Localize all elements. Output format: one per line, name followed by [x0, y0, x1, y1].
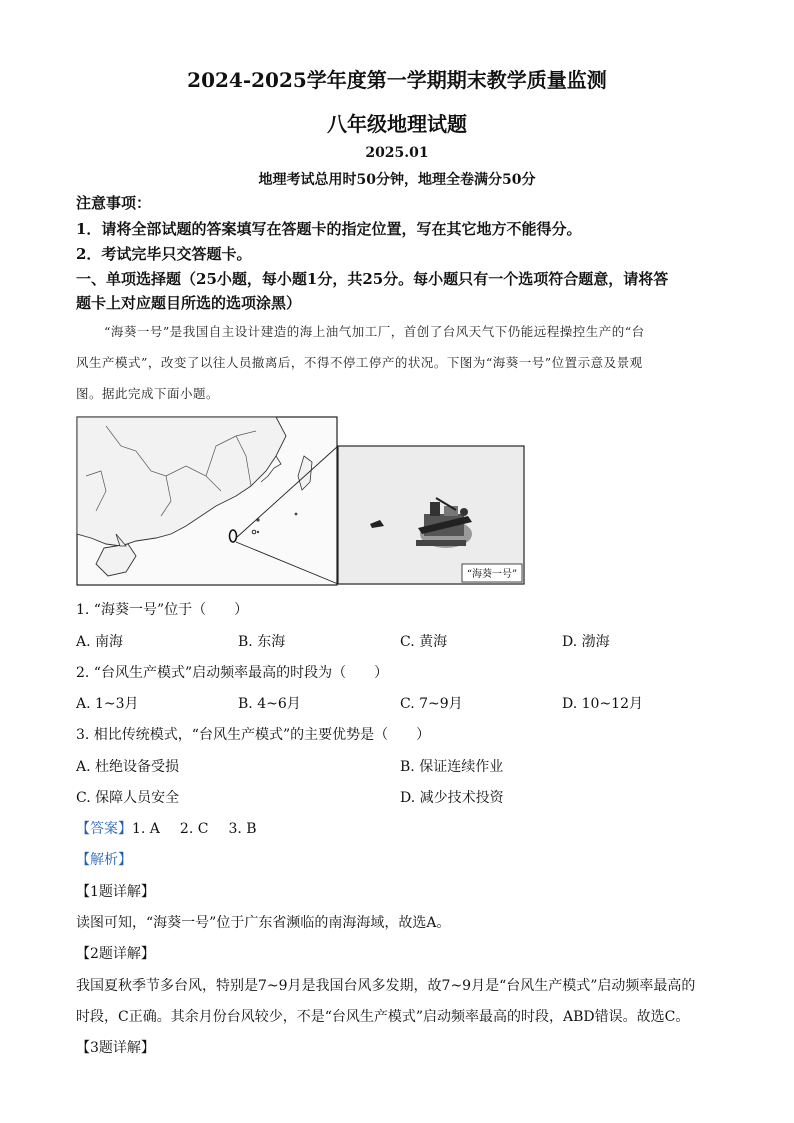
question-3-option-b: B. 保证连续作业 [400, 759, 504, 775]
page-title: 2024-2025学年度第一学期期末教学质量监测 [187, 68, 607, 92]
figure-caption: “海葵一号” [466, 569, 518, 580]
question-1-option-a: A. 南海 [76, 634, 124, 650]
section-title-line1: 一、单项选择题（25小题，每小题1分，共25分。每小题只有一个选项符合题意，请将答 [76, 270, 669, 288]
section-title-line2: 题卡上对应题目所选的选项涂黑） [76, 294, 302, 312]
answer-item-3: 3. B [228, 821, 257, 837]
notice-heading: 注意事项： [76, 194, 152, 212]
question-1-option-c: C. 黄海 [400, 634, 448, 650]
answer-item-1: 1. A [132, 821, 160, 837]
answer-item-2: 2. C [179, 821, 209, 837]
question-3-stem: 3. 相比传统模式，“台风生产模式”的主要优势是（ ） [76, 727, 431, 743]
question-2-option-b: B. 4~6月 [238, 696, 301, 712]
passage-line-3: 图。据此完成下面小题。 [76, 386, 220, 401]
q1-detail-text: 读图可知，“海葵一号”位于广东省濒临的南海海域，故选A。 [76, 915, 451, 931]
question-2-stem: 2. “台风生产模式”启动频率最高的时段为（ ） [76, 665, 389, 681]
passage-line-2: 风生产模式”，改变了以往人员撤离后，不得不停工停产的状况。下图为“海葵一号”位置示意及景观 [76, 355, 643, 370]
exam-date: 2025.01 [365, 145, 429, 161]
question-2-option-d: D. 10~12月 [562, 696, 643, 712]
q2-detail-line-1: 我国夏秋季节多台风，特别是7~9月是我国台风多发期，故7~9月是“台风生产模式”启动频率最高的 [76, 978, 696, 994]
location-figure [76, 416, 526, 588]
q1-detail-label: 【1题详解】 [76, 884, 155, 900]
passage-line-1: “海葵一号”是我国自主设计建造的海上油气加工厂，首创了台风天气下仍能远程操控生产的“台 [104, 324, 645, 339]
q3-detail-label: 【3题详解】 [76, 1040, 155, 1056]
answer-label: 【答案】 [76, 821, 132, 837]
page-subtitle: 八年级地理试题 [327, 112, 467, 136]
location-map [76, 416, 526, 588]
question-3-option-d: D. 减少技术投资 [400, 790, 504, 806]
question-1-stem: 1. “海葵一号”位于（ ） [76, 602, 249, 618]
question-1-option-d: D. 渤海 [562, 634, 610, 650]
notice-item-1: 1．请将全部试题的答案填写在答题卡的指定位置，写在其它地方不能得分。 [76, 220, 582, 238]
analysis-label: 【解析】 [76, 852, 132, 868]
q2-detail-line-2: 时段，C正确。其余月份台风较少，不是“台风生产模式”启动频率最高的时段，ABD错误。故选C。 [76, 1009, 690, 1025]
answer-row [76, 818, 257, 838]
question-3-option-c: C. 保障人员安全 [76, 790, 180, 806]
exam-info: 地理考试总用时50分钟，地理全卷满分50分 [258, 172, 536, 188]
question-3-option-a: A. 杜绝设备受损 [76, 759, 180, 775]
question-2-option-c: C. 7~9月 [400, 696, 463, 712]
q2-detail-label: 【2题详解】 [76, 946, 155, 962]
notice-item-2: 2．考试完毕只交答题卡。 [76, 245, 252, 263]
question-2-option-a: A. 1~3月 [76, 696, 139, 712]
question-1-option-b: B. 东海 [238, 634, 286, 650]
